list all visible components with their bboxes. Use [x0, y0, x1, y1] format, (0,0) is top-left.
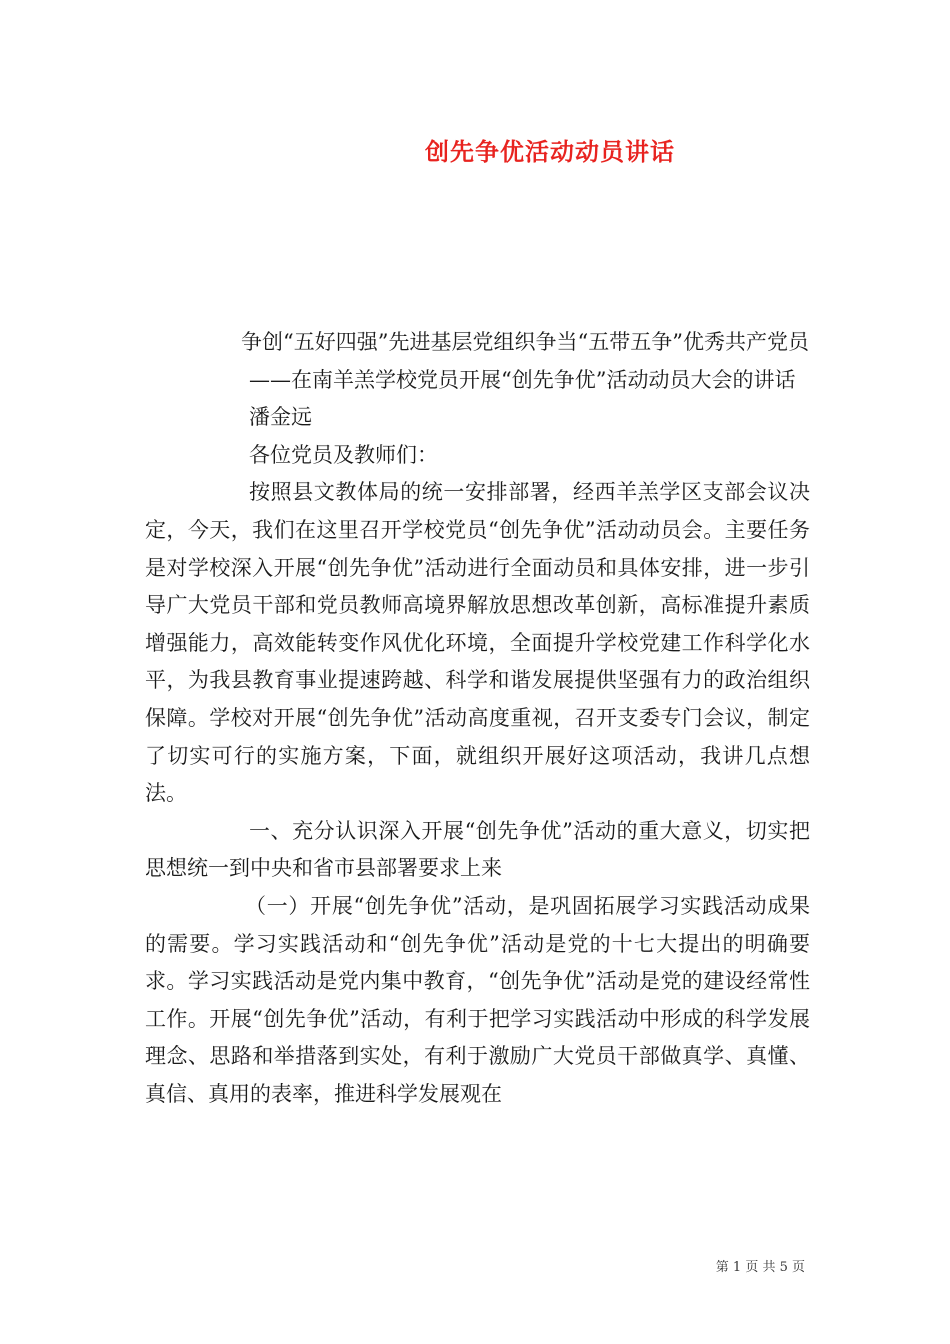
salutation: 各位党员及教师们： — [249, 442, 438, 467]
page-indicator: 第 1 页 共 5 页 — [715, 1260, 805, 1275]
occasion-line: ——在南羊羔学校党员开展“创先争优”活动动员大会的讲话 — [249, 367, 796, 392]
body-paragraph-1: 按照县文教体局的统一安排部署，经西羊羔学区支部会议决定，今天，我们在这里召开学校党员“创先争优”活动动员会。主要任务是对学校深入开展“创先争优”活动进行全面动员和具体安排，进一步引导广大党员干部和党员教师高境界解放思想改革创新，高标准提升素质增强能力，高效能转变作风优化环境，全面提升学校党建工作科学化水平，为我县教育事业提速跨越、科学和谐发展提供坚强有力的政治组织保障。学校对开展“创先争优”活动高度重视，召开支委专门会议，制定了切实可行的实施方案，下面，就组织开展好这项活动，我讲几点想法。 — [145, 480, 810, 806]
section-heading-1: 一、充分认识深入开展“创先争优”活动的重大意义，切实把思想统一到中央和省市县部署要求上来 — [145, 818, 810, 881]
document-title: 创先争优活动动员讲话 — [425, 137, 675, 166]
subtitle-line: 争创“五好四强”先进基层党组织争当“五带五争”优秀共产党员 — [241, 330, 809, 354]
document-body — [145, 324, 810, 1113]
author-name: 潘金远 — [249, 405, 312, 430]
body-paragraph-2: （一）开展“创先争优”活动，是巩固拓展学习实践活动成果的需要。学习实践活动和“创先争优”活动是党的十七大提出的明确要求。学习实践活动是党内集中教育，“创先争优”活动是党的建设经常性工作。开展“创先争优”活动，有利于把学习实践活动中形成的科学发展理念、思路和举措落到实处，有利于激励广大党员干部做真学、真懂、真信、真用的表率，推进科学发展观在 — [145, 893, 810, 1106]
